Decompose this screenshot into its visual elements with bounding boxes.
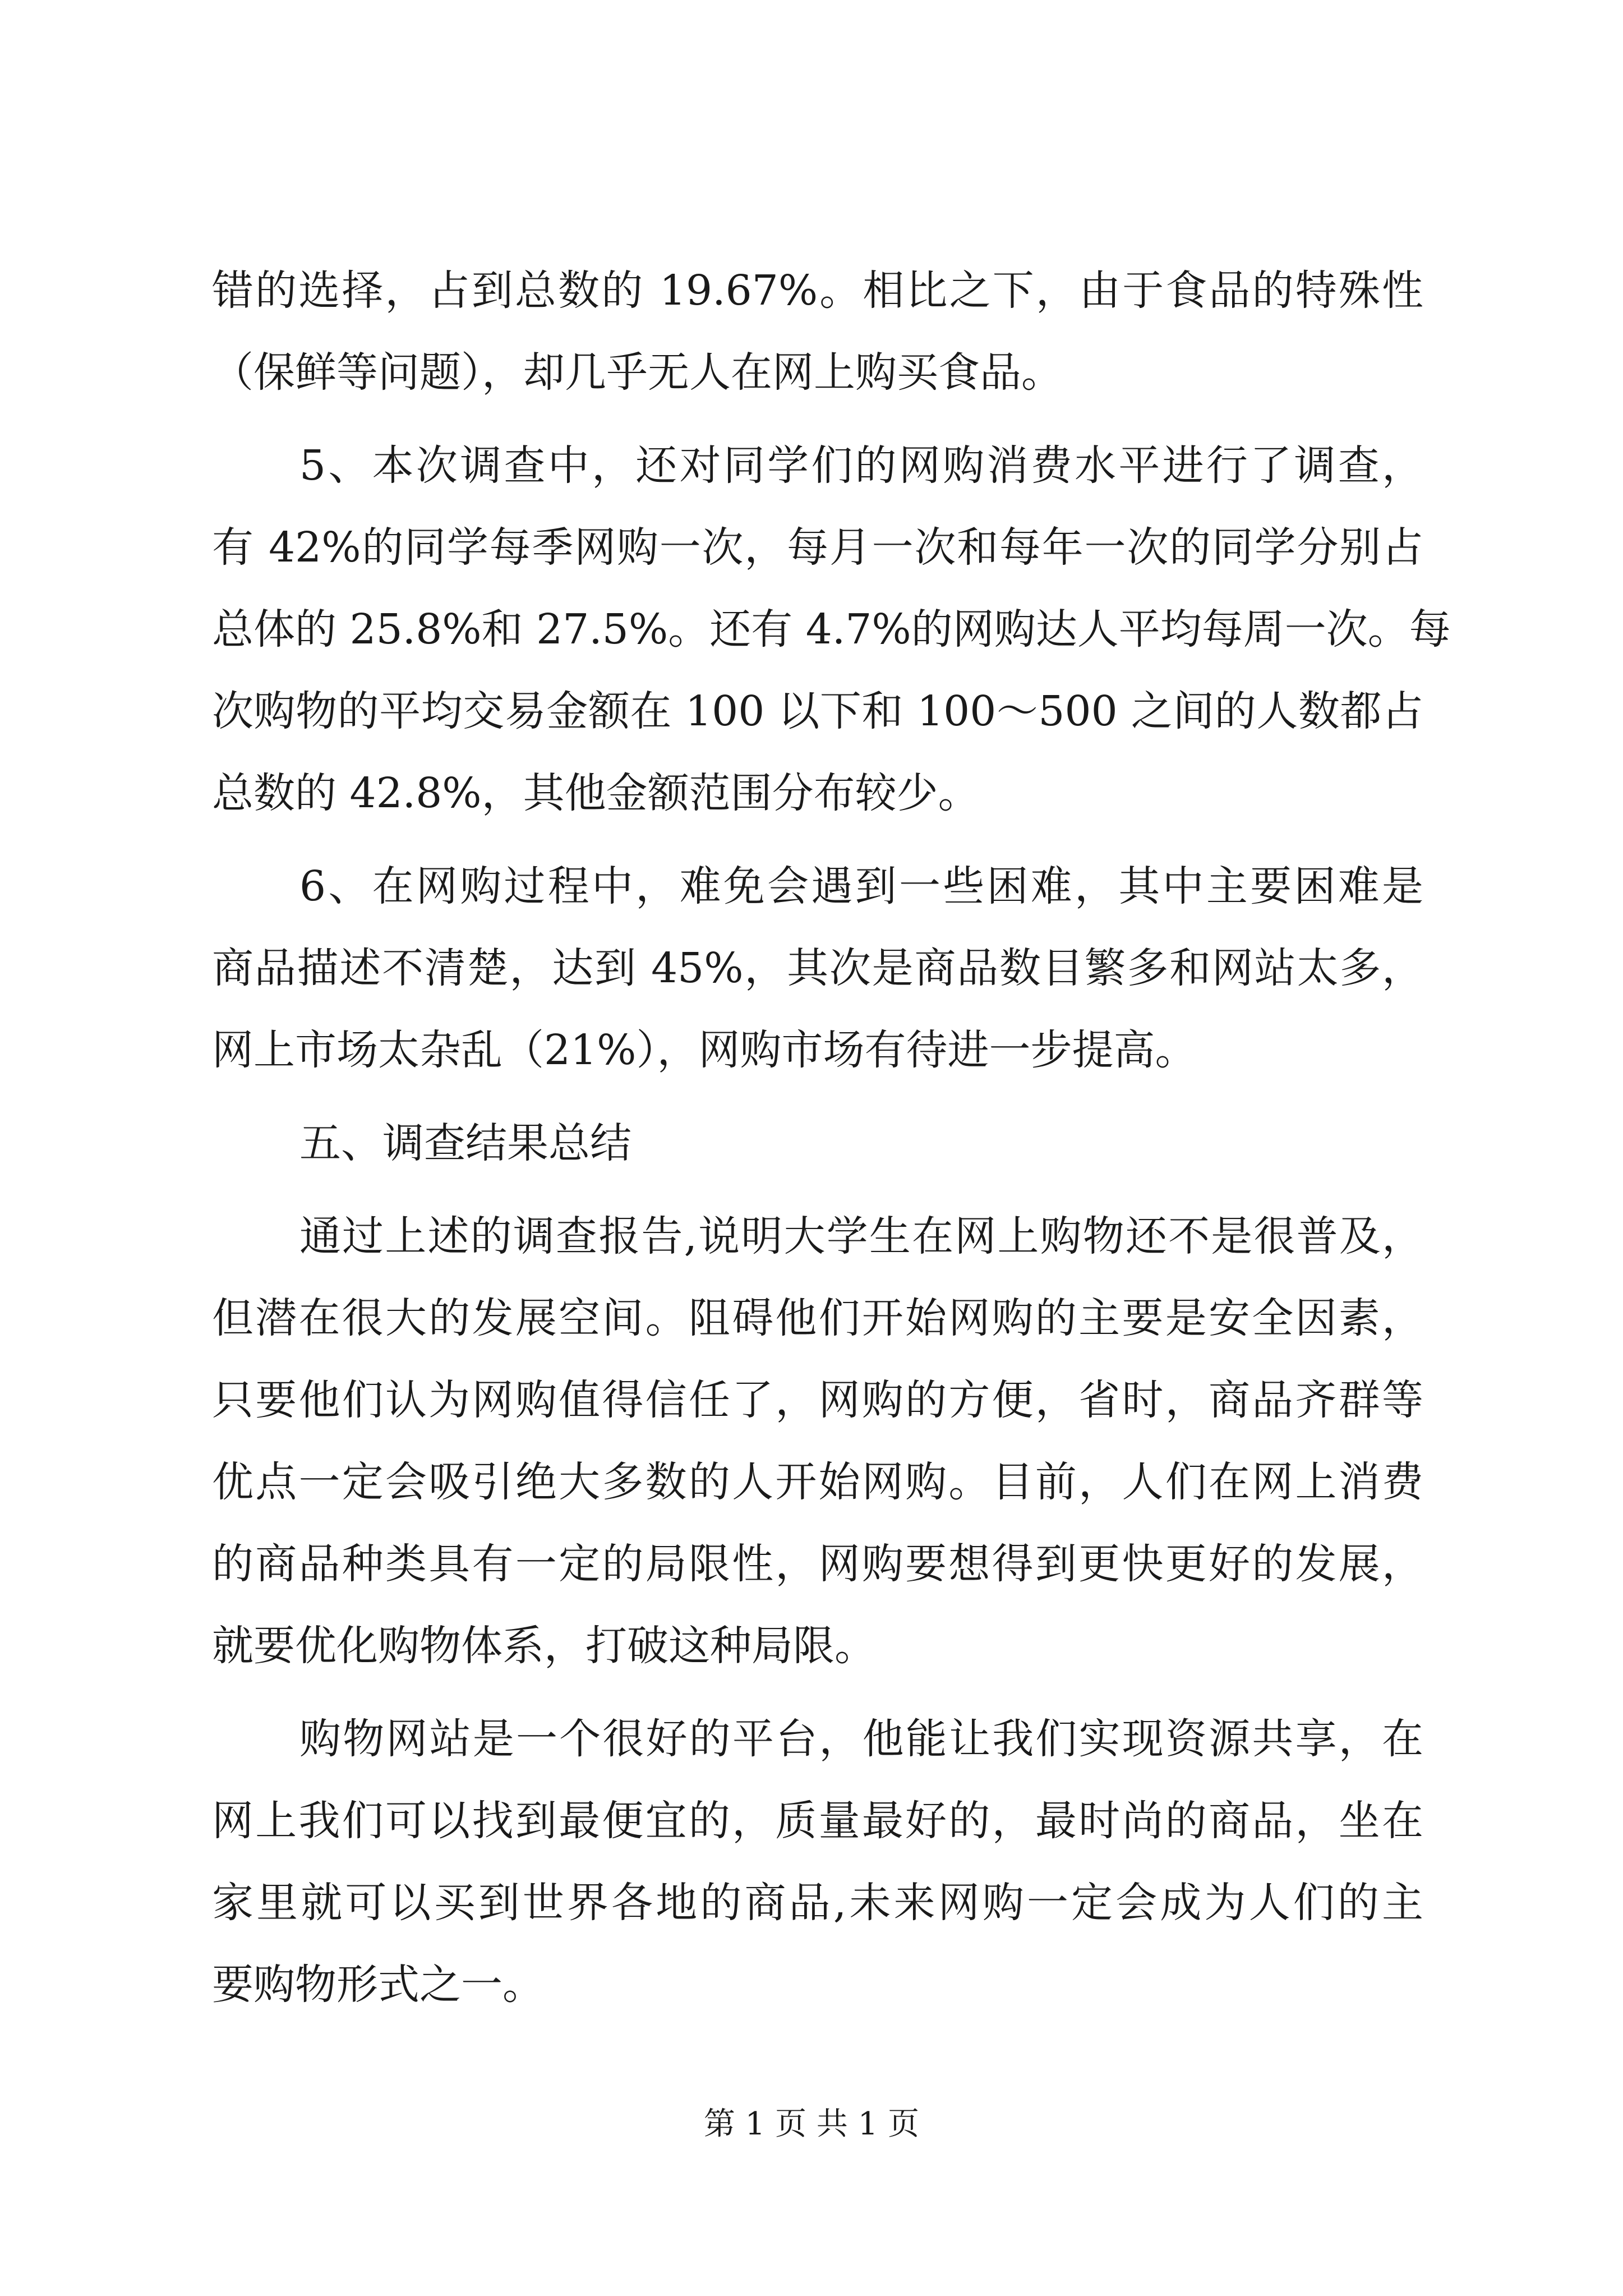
text-line: 就要优化购物体系，打破这种局限。: [212, 1622, 876, 1670]
text-line: 购物网站是一个很好的平台，他能让我们实现资源共享，在: [299, 1715, 1423, 1763]
paragraph: [212, 845, 1423, 1091]
text-line: 要购物形式之一。: [212, 1961, 544, 2009]
text-line: 优点一定会吸引绝大多数的人开始网购。目前，人们在网上消费: [212, 1458, 1423, 1506]
text-line: 商品描述不清楚，达到 45%，其次是商品数目繁多和网站太多，: [212, 944, 1423, 992]
paragraph: [212, 425, 1451, 834]
text-line: 只要他们认为网购值得信任了，网购的方便，省时，商品齐群等: [212, 1376, 1423, 1424]
text-line: 家里就可以买到世界各地的商品,未来网购一定会成为人们的主: [212, 1879, 1423, 1927]
text-line: 6、在网购过程中，难免会遇到一些困难，其中主要困难是: [299, 862, 1423, 910]
text-line: 通过上述的调查报告,说明大学生在网上购物还不是很普及，: [299, 1212, 1423, 1260]
text-line: 有 42%的同学每季网购一次，每月一次和每年一次的同学分别占: [212, 523, 1423, 572]
text-line: 错的选择，占到总数的 19.67%。相比之下，由于食品的特殊性: [212, 266, 1423, 315]
page-number-footer: 第 1 页 共 1 页: [703, 2106, 920, 2142]
text-line: 的商品种类具有一定的局限性，网购要想得到更快更好的发展，: [212, 1540, 1423, 1588]
text-line: 总数的 42.8%，其他金额范围分布较少。: [212, 769, 980, 817]
text-line: （保鲜等问题），却几乎无人在网上购买食品。: [212, 348, 1063, 397]
section-heading: [212, 1102, 1423, 1184]
text-line: 网上市场太杂乱（21%），网购市场有待进一步提高。: [212, 1026, 1197, 1074]
paragraph: [212, 1698, 1423, 2026]
document-body: [212, 250, 1451, 2026]
paragraph: [212, 250, 1423, 413]
text-line: 但潜在很大的发展空间。阻碍他们开始网购的主要是安全因素，: [212, 1294, 1423, 1342]
text-line: 网上我们可以找到最便宜的，质量最好的，最时尚的商品，坐在: [212, 1797, 1423, 1845]
heading-text: 五、调查结果总结: [299, 1119, 631, 1167]
text-line: 5、本次调查中，还对同学们的网购消费水平进行了调查，: [299, 441, 1423, 490]
paragraph: [212, 1195, 1423, 1687]
text-line: 总体的 25.8%和 27.5%。还有 4.7%的网购达人平均每周一次。每: [212, 605, 1451, 654]
text-line: 次购物的平均交易金额在 100 以下和 100～500 之间的人数都占: [212, 687, 1423, 735]
